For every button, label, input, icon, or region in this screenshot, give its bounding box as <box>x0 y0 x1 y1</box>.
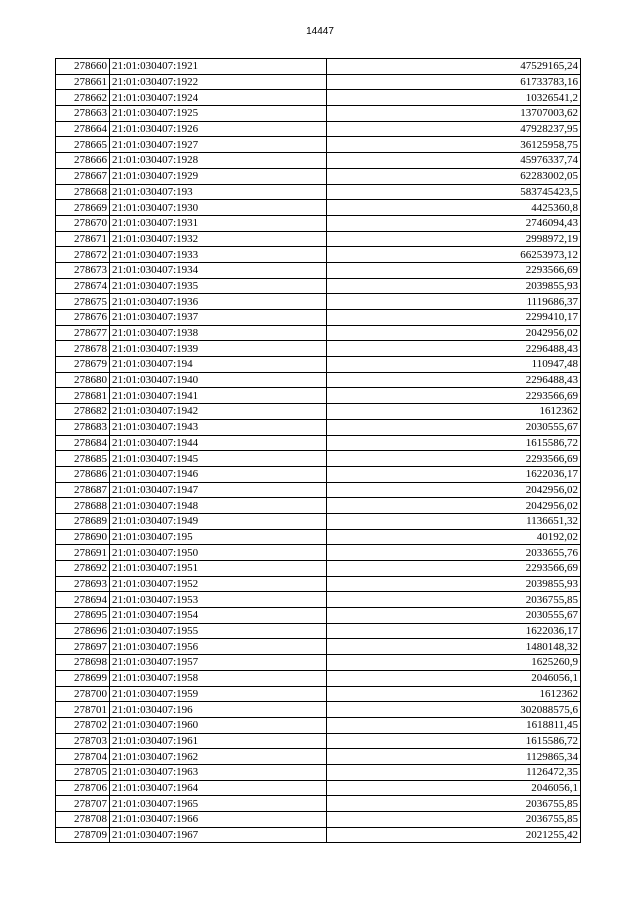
row-number-cell: 278689 <box>56 513 110 529</box>
table-row <box>56 451 581 467</box>
table-row <box>56 184 581 200</box>
value-cell: 2036755,85 <box>327 592 581 608</box>
cadastral-number-cell: 21:01:030407:1945 <box>110 451 327 467</box>
table-row <box>56 404 581 420</box>
value-cell: 2046056,1 <box>327 780 581 796</box>
value-cell: 1615586,72 <box>327 733 581 749</box>
value-cell: 2046056,1 <box>327 670 581 686</box>
cadastral-number-cell: 21:01:030407:1936 <box>110 294 327 310</box>
value-cell: 1119686,37 <box>327 294 581 310</box>
row-number-cell: 278692 <box>56 561 110 577</box>
table-row <box>56 513 581 529</box>
cadastral-number-cell: 21:01:030407:1928 <box>110 153 327 169</box>
table-row <box>56 137 581 153</box>
row-number-cell: 278698 <box>56 655 110 671</box>
table-row <box>56 498 581 514</box>
table-row <box>56 247 581 263</box>
value-cell: 1480148,32 <box>327 639 581 655</box>
value-cell: 45976337,74 <box>327 153 581 169</box>
table-row <box>56 419 581 435</box>
value-cell: 2021255,42 <box>327 827 581 843</box>
row-number-cell: 278687 <box>56 482 110 498</box>
cadastral-number-cell: 21:01:030407:1930 <box>110 200 327 216</box>
value-cell: 2042956,02 <box>327 482 581 498</box>
value-cell: 10326541,2 <box>327 90 581 106</box>
value-cell: 2293566,69 <box>327 451 581 467</box>
table-row <box>56 670 581 686</box>
cadastral-number-cell: 21:01:030407:1931 <box>110 215 327 231</box>
table-row <box>56 482 581 498</box>
row-number-cell: 278668 <box>56 184 110 200</box>
table-row <box>56 90 581 106</box>
table-row <box>56 278 581 294</box>
row-number-cell: 278700 <box>56 686 110 702</box>
value-cell: 2296488,43 <box>327 341 581 357</box>
value-cell: 2030555,67 <box>327 608 581 624</box>
row-number-cell: 278665 <box>56 137 110 153</box>
cadastral-number-cell: 21:01:030407:1926 <box>110 121 327 137</box>
cadastral-number-cell: 21:01:030407:1921 <box>110 59 327 75</box>
cadastral-number-cell: 21:01:030407:1937 <box>110 310 327 326</box>
row-number-cell: 278699 <box>56 670 110 686</box>
row-number-cell: 278706 <box>56 780 110 796</box>
table-row <box>56 717 581 733</box>
table-row <box>56 608 581 624</box>
cadastral-number-cell: 21:01:030407:1963 <box>110 764 327 780</box>
cadastral-number-cell: 21:01:030407:1942 <box>110 404 327 420</box>
row-number-cell: 278674 <box>56 278 110 294</box>
value-cell: 62283002,05 <box>327 168 581 184</box>
value-cell: 2039855,93 <box>327 278 581 294</box>
row-number-cell: 278685 <box>56 451 110 467</box>
row-number-cell: 278663 <box>56 106 110 122</box>
value-cell: 1612362 <box>327 686 581 702</box>
row-number-cell: 278673 <box>56 262 110 278</box>
table-row <box>56 74 581 90</box>
table-row <box>56 827 581 843</box>
cadastral-number-cell: 21:01:030407:1956 <box>110 639 327 655</box>
table-row <box>56 561 581 577</box>
row-number-cell: 278690 <box>56 529 110 545</box>
row-number-cell: 278701 <box>56 702 110 718</box>
value-cell: 1622036,17 <box>327 623 581 639</box>
table-row <box>56 466 581 482</box>
value-cell: 2039855,93 <box>327 576 581 592</box>
table-row <box>56 639 581 655</box>
row-number-cell: 278702 <box>56 717 110 733</box>
row-number-cell: 278672 <box>56 247 110 263</box>
value-cell: 583745423,5 <box>327 184 581 200</box>
row-number-cell: 278675 <box>56 294 110 310</box>
value-cell: 1136651,32 <box>327 513 581 529</box>
value-cell: 2293566,69 <box>327 561 581 577</box>
value-cell: 1618811,45 <box>327 717 581 733</box>
row-number-cell: 278671 <box>56 231 110 247</box>
cadastral-number-cell: 21:01:030407:1938 <box>110 325 327 341</box>
cadastral-number-cell: 21:01:030407:1934 <box>110 262 327 278</box>
value-cell: 1129865,34 <box>327 749 581 765</box>
value-cell: 2036755,85 <box>327 812 581 828</box>
table-body <box>56 59 581 843</box>
row-number-cell: 278695 <box>56 608 110 624</box>
cadastral-number-cell: 21:01:030407:1932 <box>110 231 327 247</box>
cadastral-number-cell: 21:01:030407:1964 <box>110 780 327 796</box>
value-cell: 2296488,43 <box>327 372 581 388</box>
cadastral-number-cell: 21:01:030407:1951 <box>110 561 327 577</box>
row-number-cell: 278696 <box>56 623 110 639</box>
cadastral-number-cell: 21:01:030407:1949 <box>110 513 327 529</box>
cadastral-number-cell: 21:01:030407:1955 <box>110 623 327 639</box>
cadastral-number-cell: 21:01:030407:196 <box>110 702 327 718</box>
value-cell: 47529165,24 <box>327 59 581 75</box>
table-row <box>56 812 581 828</box>
value-cell: 1615586,72 <box>327 435 581 451</box>
value-cell: 2293566,69 <box>327 262 581 278</box>
table-row <box>56 231 581 247</box>
table-row <box>56 545 581 561</box>
value-cell: 61733783,16 <box>327 74 581 90</box>
cadastral-number-cell: 21:01:030407:1950 <box>110 545 327 561</box>
value-cell: 2030555,67 <box>327 419 581 435</box>
value-cell: 2042956,02 <box>327 325 581 341</box>
row-number-cell: 278681 <box>56 388 110 404</box>
value-cell: 36125958,75 <box>327 137 581 153</box>
table-row <box>56 121 581 137</box>
row-number-cell: 278677 <box>56 325 110 341</box>
row-number-cell: 278704 <box>56 749 110 765</box>
row-number-cell: 278660 <box>56 59 110 75</box>
table-row <box>56 325 581 341</box>
row-number-cell: 278666 <box>56 153 110 169</box>
row-number-cell: 278693 <box>56 576 110 592</box>
table-row <box>56 576 581 592</box>
cadastral-number-cell: 21:01:030407:1960 <box>110 717 327 733</box>
value-cell: 4425360,8 <box>327 200 581 216</box>
cadastral-number-cell: 21:01:030407:1947 <box>110 482 327 498</box>
row-number-cell: 278684 <box>56 435 110 451</box>
cadastral-number-cell: 21:01:030407:1939 <box>110 341 327 357</box>
row-number-cell: 278661 <box>56 74 110 90</box>
row-number-cell: 278670 <box>56 215 110 231</box>
cadastral-number-cell: 21:01:030407:1924 <box>110 90 327 106</box>
row-number-cell: 278708 <box>56 812 110 828</box>
row-number-cell: 278680 <box>56 372 110 388</box>
cadastral-number-cell: 21:01:030407:1933 <box>110 247 327 263</box>
table-row <box>56 357 581 373</box>
table-row <box>56 341 581 357</box>
value-cell: 1625260,9 <box>327 655 581 671</box>
row-number-cell: 278683 <box>56 419 110 435</box>
cadastral-number-cell: 21:01:030407:1944 <box>110 435 327 451</box>
cadastral-number-cell: 21:01:030407:1935 <box>110 278 327 294</box>
cadastral-number-cell: 21:01:030407:1954 <box>110 608 327 624</box>
value-cell: 1622036,17 <box>327 466 581 482</box>
table-row <box>56 764 581 780</box>
table-row <box>56 59 581 75</box>
row-number-cell: 278691 <box>56 545 110 561</box>
table-row <box>56 294 581 310</box>
table-row <box>56 749 581 765</box>
value-cell: 2036755,85 <box>327 796 581 812</box>
row-number-cell: 278679 <box>56 357 110 373</box>
table-row <box>56 623 581 639</box>
row-number-cell: 278664 <box>56 121 110 137</box>
cadastral-value-table <box>55 58 581 843</box>
table-row <box>56 310 581 326</box>
value-cell: 47928237,95 <box>327 121 581 137</box>
table-row <box>56 796 581 812</box>
cadastral-number-cell: 21:01:030407:1957 <box>110 655 327 671</box>
cadastral-number-cell: 21:01:030407:195 <box>110 529 327 545</box>
table-row <box>56 780 581 796</box>
value-cell: 302088575,6 <box>327 702 581 718</box>
row-number-cell: 278686 <box>56 466 110 482</box>
page-number: 14447 <box>306 26 334 37</box>
cadastral-number-cell: 21:01:030407:1941 <box>110 388 327 404</box>
table-row <box>56 435 581 451</box>
cadastral-number-cell: 21:01:030407:1927 <box>110 137 327 153</box>
cadastral-number-cell: 21:01:030407:1959 <box>110 686 327 702</box>
table-row <box>56 262 581 278</box>
row-number-cell: 278703 <box>56 733 110 749</box>
value-cell: 1126472,35 <box>327 764 581 780</box>
cadastral-number-cell: 21:01:030407:1929 <box>110 168 327 184</box>
cadastral-number-cell: 21:01:030407:1961 <box>110 733 327 749</box>
table-row <box>56 592 581 608</box>
cadastral-number-cell: 21:01:030407:1922 <box>110 74 327 90</box>
table-row <box>56 106 581 122</box>
cadastral-number-cell: 21:01:030407:193 <box>110 184 327 200</box>
value-cell: 110947,48 <box>327 357 581 373</box>
value-cell: 2293566,69 <box>327 388 581 404</box>
cadastral-number-cell: 21:01:030407:1948 <box>110 498 327 514</box>
value-cell: 2299410,17 <box>327 310 581 326</box>
cadastral-number-cell: 21:01:030407:1946 <box>110 466 327 482</box>
table-row <box>56 733 581 749</box>
value-cell: 1612362 <box>327 404 581 420</box>
table-row <box>56 388 581 404</box>
table-row <box>56 686 581 702</box>
row-number-cell: 278682 <box>56 404 110 420</box>
value-cell: 13707003,62 <box>327 106 581 122</box>
row-number-cell: 278669 <box>56 200 110 216</box>
row-number-cell: 278694 <box>56 592 110 608</box>
cadastral-number-cell: 21:01:030407:1962 <box>110 749 327 765</box>
row-number-cell: 278709 <box>56 827 110 843</box>
value-cell: 2746094,43 <box>327 215 581 231</box>
table-row <box>56 702 581 718</box>
cadastral-number-cell: 21:01:030407:1965 <box>110 796 327 812</box>
cadastral-number-cell: 21:01:030407:1925 <box>110 106 327 122</box>
cadastral-number-cell: 21:01:030407:194 <box>110 357 327 373</box>
cadastral-number-cell: 21:01:030407:1952 <box>110 576 327 592</box>
row-number-cell: 278707 <box>56 796 110 812</box>
row-number-cell: 278667 <box>56 168 110 184</box>
table-row <box>56 529 581 545</box>
cadastral-number-cell: 21:01:030407:1967 <box>110 827 327 843</box>
table-row <box>56 200 581 216</box>
table-row <box>56 372 581 388</box>
table-row <box>56 153 581 169</box>
value-cell: 66253973,12 <box>327 247 581 263</box>
cadastral-number-cell: 21:01:030407:1966 <box>110 812 327 828</box>
row-number-cell: 278678 <box>56 341 110 357</box>
value-cell: 2042956,02 <box>327 498 581 514</box>
table-row <box>56 215 581 231</box>
row-number-cell: 278676 <box>56 310 110 326</box>
row-number-cell: 278697 <box>56 639 110 655</box>
table-row <box>56 655 581 671</box>
row-number-cell: 278705 <box>56 764 110 780</box>
cadastral-number-cell: 21:01:030407:1940 <box>110 372 327 388</box>
row-number-cell: 278688 <box>56 498 110 514</box>
value-cell: 40192,02 <box>327 529 581 545</box>
cadastral-number-cell: 21:01:030407:1943 <box>110 419 327 435</box>
cadastral-number-cell: 21:01:030407:1958 <box>110 670 327 686</box>
row-number-cell: 278662 <box>56 90 110 106</box>
value-cell: 2033655,76 <box>327 545 581 561</box>
value-cell: 2998972,19 <box>327 231 581 247</box>
table-row <box>56 168 581 184</box>
cadastral-number-cell: 21:01:030407:1953 <box>110 592 327 608</box>
